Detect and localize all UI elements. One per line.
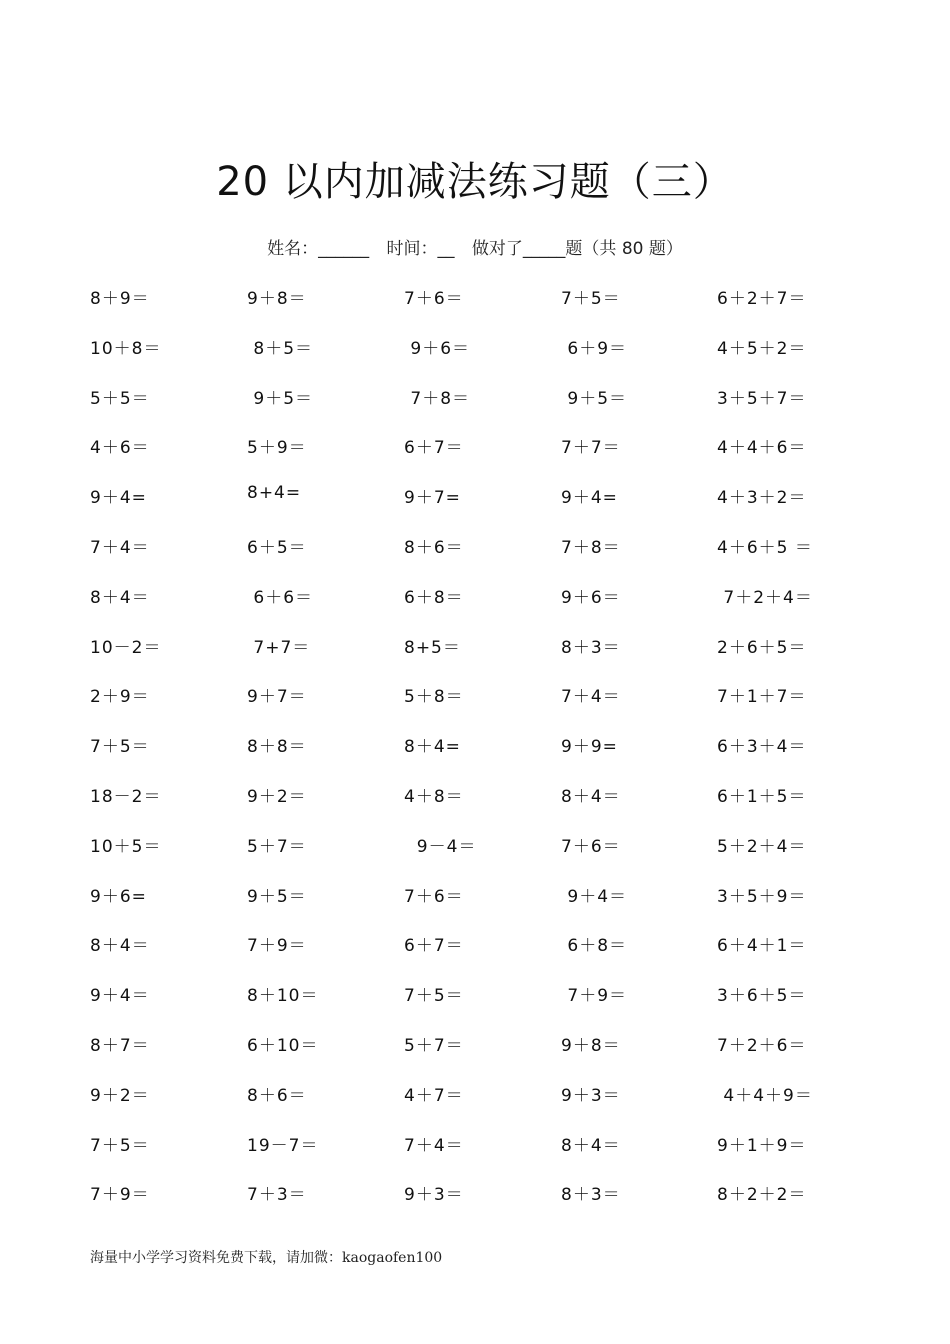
problem-item: 6＋10＝ xyxy=(247,1036,319,1056)
problem-item: 9－4＝ xyxy=(404,836,477,857)
problem-item: 6＋2＋7＝ xyxy=(717,289,807,309)
score-field[interactable]: 做对了_____题（共 80 题） xyxy=(471,239,683,259)
problem-item: 9＋2＝ xyxy=(247,787,307,807)
problem-item: 8+4= xyxy=(247,483,302,504)
problem-item: 7＋8＝ xyxy=(561,538,621,558)
problem-item: 7＋9＝ xyxy=(561,986,628,1007)
student-info xyxy=(0,234,950,259)
problem-item: 7＋9＝ xyxy=(90,1185,150,1206)
problem-item: 7＋1＋7＝ xyxy=(717,687,807,708)
problem-item: 8＋4＝ xyxy=(90,587,150,608)
problem-item: 4＋6＝ xyxy=(90,438,150,459)
problem-item: 9＋2＝ xyxy=(90,1085,150,1106)
problem-item: 8＋8＝ xyxy=(247,737,307,758)
problem-item: 9＋4= xyxy=(561,488,618,509)
problem-item: 4＋4＋6＝ xyxy=(717,438,807,459)
problem-item: 5＋7＝ xyxy=(404,1036,464,1056)
problem-item: 7＋7＝ xyxy=(561,438,621,459)
problem-item: 8＋3＝ xyxy=(561,1185,621,1206)
problem-item: 9＋8＝ xyxy=(247,289,307,309)
problem-item: 8＋7＝ xyxy=(90,1036,150,1056)
problem-item: 10＋8＝ xyxy=(90,338,162,359)
problem-item: 4＋6＋5 ＝ xyxy=(717,538,813,558)
problem-item: 6＋3＋4＝ xyxy=(717,737,807,758)
problem-item: 3＋5＋7＝ xyxy=(717,388,807,409)
problem-item: 6＋4＋1＝ xyxy=(717,936,807,957)
problem-item: 8＋4＝ xyxy=(90,936,150,957)
footer-note: 海量中小学学习资料免费下载，请加微：kaogaofen100 xyxy=(90,1250,443,1266)
problem-item: 4＋4＋9＝ xyxy=(717,1085,813,1106)
problem-item: 9＋5＝ xyxy=(247,388,314,409)
problem-item: 6＋7＝ xyxy=(404,438,464,459)
problem-item: 9＋1＋9＝ xyxy=(717,1135,807,1156)
problem-item: 7+7＝ xyxy=(247,637,311,658)
problem-item: 7＋5＝ xyxy=(561,289,621,309)
problem-item: 3＋5＋9＝ xyxy=(717,886,807,907)
problem-item: 7＋2＋6＝ xyxy=(717,1036,807,1056)
problem-item: 8＋4＝ xyxy=(561,1135,621,1156)
problem-item: 3＋6＋5＝ xyxy=(717,986,807,1007)
problem-item: 8+5＝ xyxy=(404,637,461,658)
problem-item: 7＋5＝ xyxy=(404,986,464,1007)
problem-item: 9＋7= xyxy=(404,488,461,509)
problem-item: 6＋6＝ xyxy=(247,587,314,608)
problem-item: 7＋9＝ xyxy=(247,936,307,957)
time-field[interactable]: 时间：__ xyxy=(386,239,455,259)
problem-item: 6＋9＝ xyxy=(561,338,628,359)
problem-item: 8＋2＋2＝ xyxy=(717,1185,807,1206)
problem-item: 7＋6＝ xyxy=(404,289,464,309)
problem-item: 8＋4＝ xyxy=(561,787,621,807)
problem-item: 8＋4= xyxy=(404,737,461,758)
problem-item: 10－2＝ xyxy=(90,637,162,658)
problem-item: 7＋6＝ xyxy=(561,836,621,857)
problem-item: 6＋7＝ xyxy=(404,936,464,957)
problem-item: 9＋4= xyxy=(90,488,147,509)
problem-item: 9＋5＝ xyxy=(561,388,628,409)
problem-item: 5＋8＝ xyxy=(404,687,464,708)
problem-item: 5＋2＋4＝ xyxy=(717,836,807,857)
problem-item: 7＋5＝ xyxy=(90,1135,150,1156)
problem-item: 4＋8＝ xyxy=(404,787,464,807)
problem-item: 5＋9＝ xyxy=(247,438,307,459)
problem-item: 2＋9＝ xyxy=(90,687,150,708)
problem-item: 9＋3＝ xyxy=(561,1085,621,1106)
problem-item: 6＋5＝ xyxy=(247,538,307,558)
problem-item: 5＋5＝ xyxy=(90,388,150,409)
problem-item: 7＋4＝ xyxy=(90,538,150,558)
problem-item: 7＋8＝ xyxy=(404,388,471,409)
problem-item: 5＋7＝ xyxy=(247,836,307,857)
problem-item: 9＋6＝ xyxy=(404,338,471,359)
problem-item: 7＋4＝ xyxy=(561,687,621,708)
problem-item: 2＋6＋5＝ xyxy=(717,637,807,658)
problem-item: 7＋4＝ xyxy=(404,1135,464,1156)
problem-item: 8＋5＝ xyxy=(247,338,314,359)
problem-item: 4＋5＋2＝ xyxy=(717,338,807,359)
name-field[interactable]: 姓名：______ xyxy=(267,239,370,259)
problem-item: 8＋6＝ xyxy=(404,538,464,558)
problem-item: 9＋6＝ xyxy=(561,587,621,608)
problem-item: 8＋10＝ xyxy=(247,986,319,1007)
problem-item: 6＋8＝ xyxy=(561,936,628,957)
page-title: 20 以内加减法练习题（三） xyxy=(216,159,734,205)
problem-item: 7＋6＝ xyxy=(404,886,464,907)
problem-item: 19－7＝ xyxy=(247,1135,319,1156)
problem-item: 9＋9= xyxy=(561,737,618,758)
problem-item: 9＋5＝ xyxy=(247,886,307,907)
problem-item: 4＋3＋2＝ xyxy=(717,488,807,509)
problem-item: 7＋3＝ xyxy=(247,1185,307,1206)
problem-item: 9＋4＝ xyxy=(90,986,150,1007)
problem-item: 9＋4＝ xyxy=(561,886,628,907)
problem-item: 7＋5＝ xyxy=(90,737,150,758)
problem-item: 9＋8＝ xyxy=(561,1036,621,1056)
problem-item: 7＋2＋4＝ xyxy=(717,587,813,608)
problem-item: 6＋1＋5＝ xyxy=(717,787,807,807)
problem-item: 8＋9＝ xyxy=(90,289,150,309)
problem-item: 9＋7＝ xyxy=(247,687,307,708)
problem-item: 9＋3＝ xyxy=(404,1185,464,1206)
problem-item: 8＋6＝ xyxy=(247,1085,307,1106)
problem-item: 9＋6= xyxy=(90,886,147,907)
problem-item: 8＋3＝ xyxy=(561,637,621,658)
problem-item: 4＋7＝ xyxy=(404,1085,464,1106)
problem-item: 10＋5＝ xyxy=(90,836,162,857)
problem-item: 18－2＝ xyxy=(90,787,162,807)
problem-item: 6＋8＝ xyxy=(404,587,464,608)
